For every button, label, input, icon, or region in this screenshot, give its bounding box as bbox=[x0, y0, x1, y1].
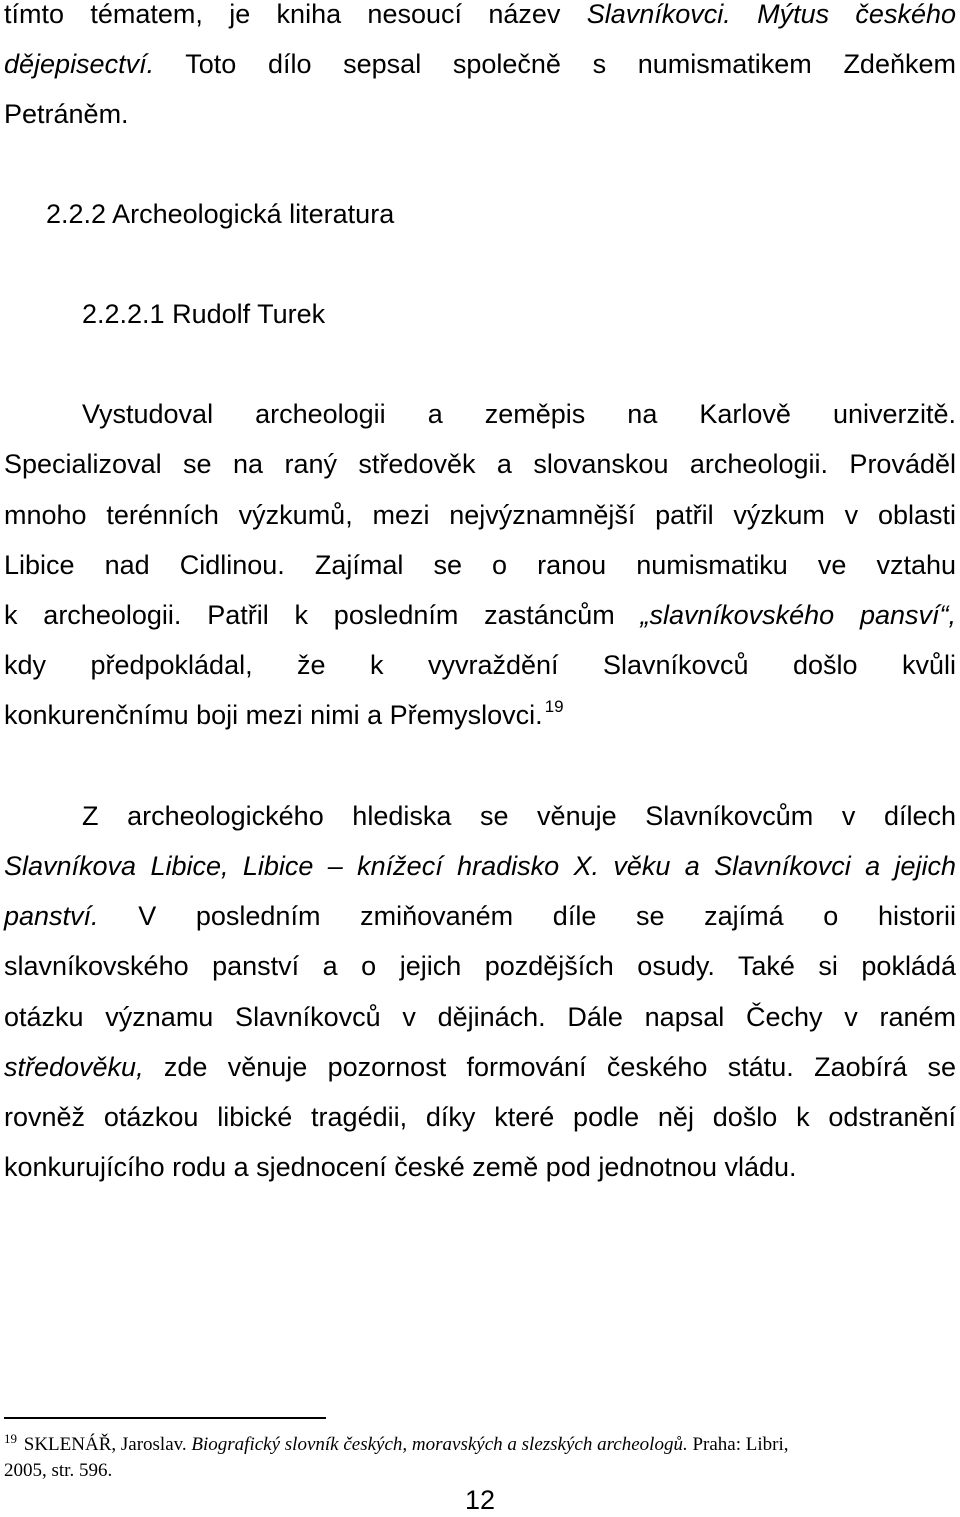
section-heading: 2.2.2 Archeologická literatura bbox=[46, 199, 395, 229]
paragraph-line: Slavníkova Libice, Libice – knížecí hradisko X. věku a Slavníkovci a jejich bbox=[4, 851, 956, 881]
footnote-number: 19 bbox=[4, 1431, 17, 1446]
paragraph-line: k archeologii. Patřil k posledním zastáncům „slavníkovského pansví“, bbox=[4, 600, 956, 630]
footnote-separator bbox=[4, 1417, 326, 1419]
paragraph-line: mnoho terénních výzkumů, mezi nejvýznamnější patřil výzkum v oblasti bbox=[4, 500, 956, 530]
paragraph-line: kdy předpokládal, že k vyvraždění Slavníkovců došlo kvůli bbox=[4, 650, 956, 680]
paragraph-line: Vystudoval archeologii a zeměpis na Karlově univerzitě. bbox=[82, 399, 956, 429]
text-line: dějepisectví. Toto dílo sepsal společně s numismatikem Zdeňkem bbox=[4, 49, 956, 79]
text-line: tímto tématem, je kniha nesoucí název Slavníkovci. Mýtus českého bbox=[4, 0, 956, 29]
paragraph-line: Libice nad Cidlinou. Zajímal se o ranou numismatiku ve vztahu bbox=[4, 550, 956, 580]
paragraph-line: rovněž otázkou libické tragédii, díky které podle něj došlo k odstranění bbox=[4, 1102, 956, 1132]
text-line: Petráněm. bbox=[4, 99, 129, 129]
paragraph-line: Specializoval se na raný středověk a slovanskou archeologii. Prováděl bbox=[4, 449, 956, 479]
paragraph-line: Z archeologického hlediska se věnuje Slavníkovcům v dílech bbox=[82, 801, 956, 831]
paragraph-line: středověku, zde věnuje pozornost formování českého státu. Zaobírá se bbox=[4, 1052, 956, 1082]
paragraph-line: panství. V posledním zmiňovaném díle se zajímá o historii bbox=[4, 901, 956, 931]
footnote: $^{19}$ SKLENÁŘ, Jaroslav. Biografický slovník českých, moravských a slezských archeologů. Praha: Libri, bbox=[4, 1431, 789, 1455]
subsection-heading: 2.2.2.1 Rudolf Turek bbox=[82, 299, 326, 329]
paragraph-line: otázku významu Slavníkovců v dějinách. Dále napsal Čechy v raném bbox=[4, 1002, 956, 1032]
footnote-continuation: 2005, str. 596. bbox=[4, 1460, 113, 1481]
footnote-reference[interactable]: 19 bbox=[544, 697, 564, 716]
paragraph-line: konkurujícího rodu a sjednocení české země pod jednotnou vládu. bbox=[4, 1152, 797, 1182]
paragraph-line: konkurenčnímu boji mezi nimi a Přemyslovci. $^{19}$ bbox=[4, 697, 564, 730]
page-number: 12 bbox=[464, 1485, 496, 1515]
paragraph-line: slavníkovského panství a o jejich pozdějších osudy. Také si pokládá bbox=[4, 951, 956, 981]
